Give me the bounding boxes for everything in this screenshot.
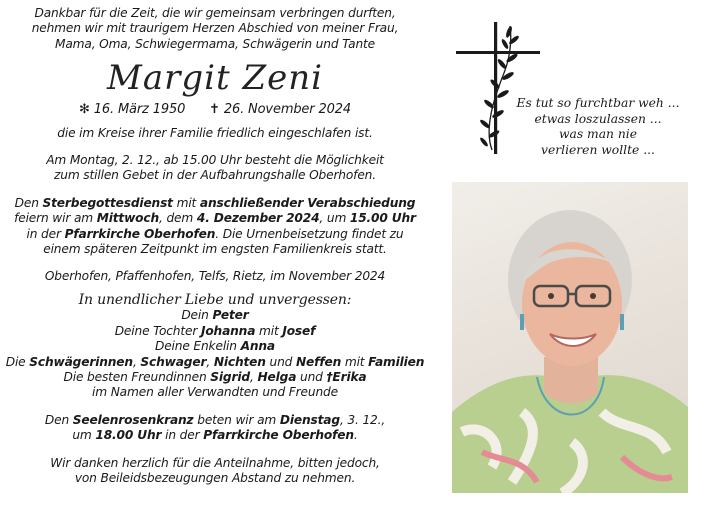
intro-line-1: Dankbar für die Zeit, die wir gemeinsam verbringen durften,	[34, 6, 396, 20]
mourner-line-3: Deine Enkelin Anna	[154, 339, 276, 354]
rosary-line-2: um 18.00 Uhr in der Pfarrkirche Oberhofen.	[72, 428, 358, 443]
place-date: Oberhofen, Pfaffenhofen, Telfs, Rietz, im November 2024	[44, 269, 386, 284]
rosary-line-1: Den Seelenrosenkranz beten wir am Dienstag, 3. 12.,	[44, 412, 386, 427]
deceased-name: Margit Zeni	[107, 58, 323, 99]
death-date: 26. November 2024	[223, 102, 351, 118]
service-line-2: feiern wir am Mittwoch, dem 4. Dezember 2024, um 15.00 Uhr	[14, 211, 416, 226]
viewing-line-2: zum stillen Gebet in der Aufbahrungshalle Oberhofen.	[54, 168, 376, 183]
quote-line-3: was man nie	[558, 127, 638, 142]
viewing-line-1: Am Montag, 2. 12., ab 15.00 Uhr besteht die Möglichkeit	[46, 153, 384, 168]
death-cross-icon: ✝	[209, 102, 220, 118]
intro-line-3: Mama, Oma, Schwiegermama, Schwägerin und Tante	[54, 36, 376, 51]
mourner-line-5: Die besten Freundinnen Sigrid, Helga und †Erika	[63, 369, 367, 384]
life-dates	[0, 102, 430, 117]
obituary-text	[0, 6, 430, 486]
quote-block	[512, 96, 684, 158]
birth-date: 16. März 1950	[93, 102, 186, 118]
service-line-3: in der Pfarrkirche Oberhofen. Die Urnenbeisetzung findet zu	[26, 226, 404, 241]
thanks-line-2: von Beileidsbezeugungen Abstand zu nehmen.	[74, 470, 356, 485]
mourner-line-6: im Namen aller Verwandten und Freunde	[92, 385, 338, 400]
service-line-4: einem späteren Zeitpunkt im engsten Familienkreis statt.	[43, 242, 387, 257]
mourner-line-4: Die Schwägerinnen, Schwager, Nichten und Neffen mit Familien	[5, 354, 425, 369]
mourners-heading: In unendlicher Liebe und unvergessen:	[78, 291, 352, 308]
quote-line-4: verlieren wollte ...	[541, 142, 655, 157]
passing-line: die im Kreise ihrer Familie friedlich eingeschlafen ist.	[57, 125, 373, 140]
birth-star-icon: ✻	[79, 102, 90, 118]
portrait-photo	[452, 182, 688, 493]
mourner-line-1: Dein Peter	[181, 308, 249, 323]
intro-line-2: nehmen wir mit traurigem Herzen Abschied von meiner Frau,	[31, 21, 399, 36]
quote-line-1: Es tut so furchtbar weh ...	[516, 96, 680, 110]
quote-line-2: etwas loszulassen ...	[534, 111, 662, 126]
thanks-line-1: Wir danken herzlich für die Anteilnahme, bitten jedoch,	[50, 455, 380, 470]
portrait-illustration	[452, 182, 688, 493]
mourner-line-2: Deine Tochter Johanna mit Josef	[114, 323, 316, 338]
service-line-1: Den Sterbegottesdienst mit anschließender Verabschiedung	[14, 195, 416, 210]
